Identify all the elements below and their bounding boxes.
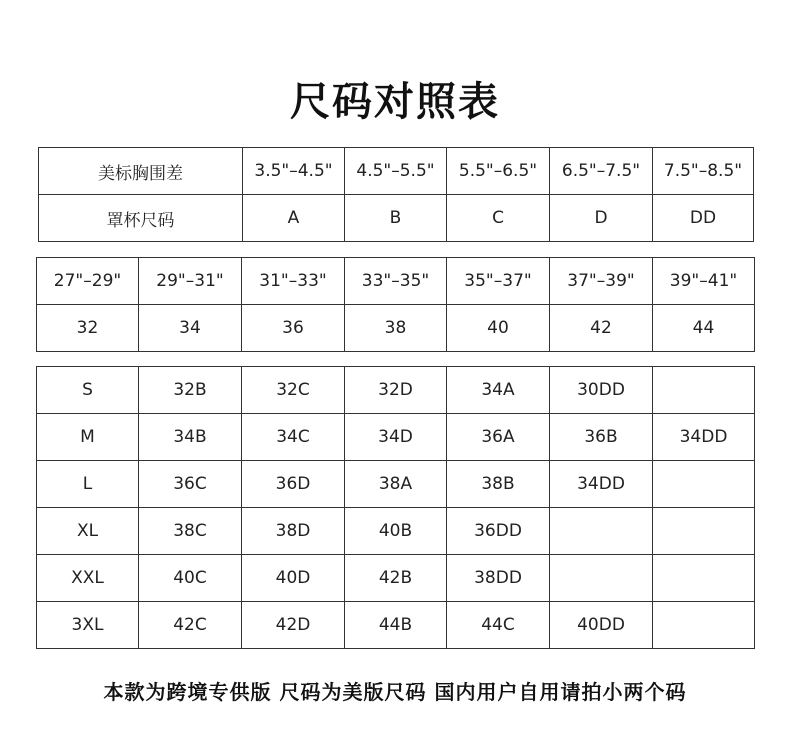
table-row xyxy=(39,195,754,242)
cup-difference-table xyxy=(38,147,754,242)
table-cell: 38DD xyxy=(447,555,550,602)
table-cell: 36 xyxy=(242,305,345,352)
table-cell: 34A xyxy=(447,367,550,414)
table-cell: 40DD xyxy=(550,602,653,649)
table-row xyxy=(37,258,755,305)
table-cell: XXL xyxy=(37,555,139,602)
table-cell xyxy=(653,461,755,508)
table-cell: 7.5"–8.5" xyxy=(653,148,754,195)
table-cell: 5.5"–6.5" xyxy=(447,148,550,195)
table-cell: 40B xyxy=(345,508,447,555)
table-cell: 44C xyxy=(447,602,550,649)
page-title: 尺码对照表 xyxy=(290,79,500,125)
table-cell: 39"–41" xyxy=(653,258,755,305)
table-cell: 37"–39" xyxy=(550,258,653,305)
table-cell: 38C xyxy=(139,508,242,555)
table-cell: 31"–33" xyxy=(242,258,345,305)
cup-size-header: 罩杯尺码 xyxy=(39,195,243,242)
table-cell: 6.5"–7.5" xyxy=(550,148,653,195)
table-cell: 38A xyxy=(345,461,447,508)
table-cell: 33"–35" xyxy=(345,258,447,305)
table-cell xyxy=(550,508,653,555)
table-cell: D xyxy=(550,195,653,242)
table-cell: 40D xyxy=(242,555,345,602)
table-cell xyxy=(653,367,755,414)
table-cell: 27"–29" xyxy=(37,258,139,305)
table-cell: 30DD xyxy=(550,367,653,414)
table-cell: 42 xyxy=(550,305,653,352)
table-cell: 36DD xyxy=(447,508,550,555)
table-cell: 34DD xyxy=(550,461,653,508)
table-cell: 4.5"–5.5" xyxy=(345,148,447,195)
table-cell: 40 xyxy=(447,305,550,352)
table-cell: 3XL xyxy=(37,602,139,649)
size-conversion-table xyxy=(36,366,755,649)
bust-difference-header: 美标胸围差 xyxy=(39,148,243,195)
table-cell: 32B xyxy=(139,367,242,414)
table-cell: 34D xyxy=(345,414,447,461)
table-cell: C xyxy=(447,195,550,242)
footer-note: 本款为跨境专供版 尺码为美版尺码 国内用户自用请拍小两个码 xyxy=(103,680,687,704)
table-cell: 44 xyxy=(653,305,755,352)
table-cell: XL xyxy=(37,508,139,555)
table-cell: 32 xyxy=(37,305,139,352)
table-cell: 32C xyxy=(242,367,345,414)
table-cell: 34DD xyxy=(653,414,755,461)
table-cell: 29"–31" xyxy=(139,258,242,305)
table-cell: 38 xyxy=(345,305,447,352)
table-row xyxy=(37,305,755,352)
table-cell: 36A xyxy=(447,414,550,461)
table-cell: 35"–37" xyxy=(447,258,550,305)
table-cell: 36C xyxy=(139,461,242,508)
table-cell: 34C xyxy=(242,414,345,461)
table-cell xyxy=(653,508,755,555)
table-cell: 36D xyxy=(242,461,345,508)
table-cell: 42C xyxy=(139,602,242,649)
table-row xyxy=(37,367,755,414)
table-row xyxy=(37,461,755,508)
table-cell: 38D xyxy=(242,508,345,555)
table-row xyxy=(37,414,755,461)
table-cell xyxy=(550,555,653,602)
table-row xyxy=(37,555,755,602)
table-cell: L xyxy=(37,461,139,508)
table-cell: A xyxy=(243,195,345,242)
table-cell xyxy=(653,602,755,649)
table-row xyxy=(37,508,755,555)
table-cell: 42B xyxy=(345,555,447,602)
table-cell: 42D xyxy=(242,602,345,649)
table-row xyxy=(39,148,754,195)
table-cell: 34 xyxy=(139,305,242,352)
table-cell: 44B xyxy=(345,602,447,649)
table-cell: 34B xyxy=(139,414,242,461)
table-cell: 32D xyxy=(345,367,447,414)
table-cell: S xyxy=(37,367,139,414)
table-cell: 40C xyxy=(139,555,242,602)
table-cell: 3.5"–4.5" xyxy=(243,148,345,195)
table-cell: B xyxy=(345,195,447,242)
table-cell: 38B xyxy=(447,461,550,508)
table-cell xyxy=(653,555,755,602)
underbust-table xyxy=(36,257,755,352)
table-cell: M xyxy=(37,414,139,461)
table-cell: DD xyxy=(653,195,754,242)
table-cell: 36B xyxy=(550,414,653,461)
table-row xyxy=(37,602,755,649)
